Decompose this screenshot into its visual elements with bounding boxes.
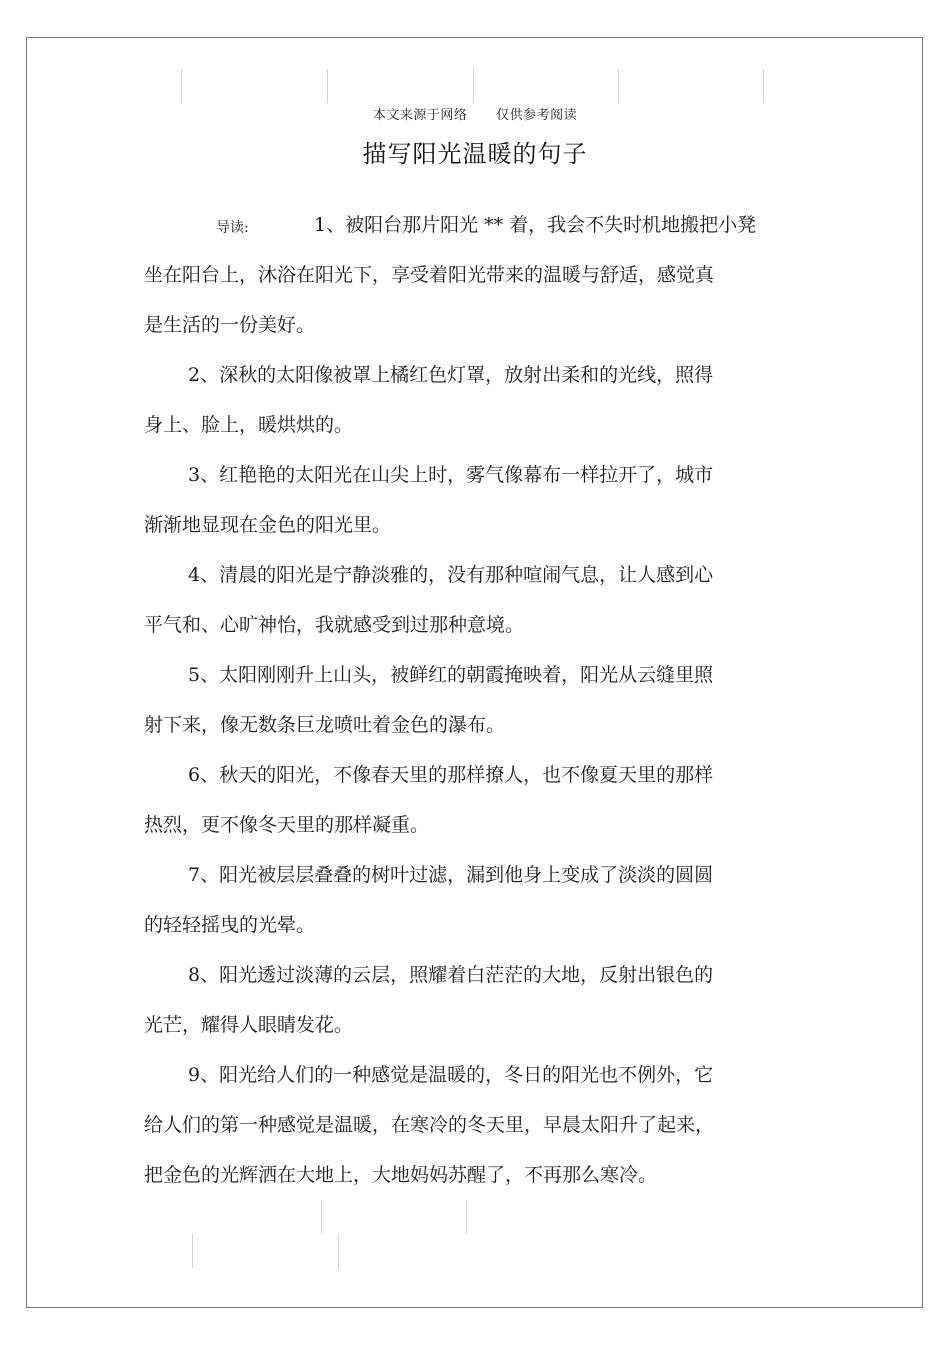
text-line: 5、太阳刚刚升上山头，被鲜红的朝霞掩映着，阳光从云缝里照 <box>188 664 714 686</box>
intro-label: 导读: <box>216 220 249 236</box>
text-line: 坐在阳台上，沐浴在阳光下，享受着阳光带来的温暖与舒适，感觉真 <box>144 264 715 286</box>
scan-tick-mark <box>321 1200 322 1234</box>
text-line: 1、被阳台那片阳光 ** 着，我会不失时机地搬把小凳 <box>314 214 757 236</box>
scan-tick-mark <box>181 69 182 103</box>
scan-tick-mark <box>618 69 619 103</box>
text-line: 平气和、心旷神怡，我就感受到过那种意境。 <box>144 614 525 636</box>
text-line: 渐渐地显现在金色的阳光里。 <box>144 514 392 536</box>
text-line: 4、清晨的阳光是宁静淡雅的，没有那种喧闹气息，让人感到心 <box>188 564 714 586</box>
text-line: 6、秋天的阳光，不像春天里的那样撩人，也不像夏天里的那样 <box>188 764 714 786</box>
text-line: 的轻轻摇曳的光晕。 <box>144 914 316 936</box>
text-line: 7、阳光被层层叠叠的树叶过滤，漏到他身上变成了淡淡的圆圆 <box>188 864 714 886</box>
text-line: 把金色的光辉洒在大地上，大地妈妈苏醒了，不再那么寒冷。 <box>144 1164 658 1186</box>
source-note: 本文来源于网络 <box>372 108 468 123</box>
text-line: 是生活的一份美好。 <box>144 314 316 336</box>
text-line: 2、深秋的太阳像被罩上橘红色灯罩，放射出柔和的光线，照得 <box>188 364 714 386</box>
text-line: 射下来，像无数条巨龙喷吐着金色的瀑布。 <box>144 714 506 736</box>
text-line: 光芒，耀得人眼睛发花。 <box>144 1014 354 1036</box>
scan-tick-mark <box>473 69 474 103</box>
scan-tick-mark <box>327 69 328 103</box>
text-line: 身上、脸上，暖烘烘的。 <box>144 414 354 436</box>
text-line: 3、红艳艳的太阳光在山尖上时，雾气像幕布一样拉开了，城市 <box>188 464 714 486</box>
text-line: 给人们的第一种感觉是温暖，在寒冷的冬天里，早晨太阳升了起来， <box>144 1114 715 1136</box>
text-line: 9、阳光给人们的一种感觉是温暖的，冬日的阳光也不例外，它 <box>188 1064 714 1086</box>
text-line: 热烈，更不像冬天里的那样凝重。 <box>144 814 430 836</box>
header-note <box>0 104 950 123</box>
scan-tick-mark <box>466 1200 467 1234</box>
scan-tick-mark <box>763 69 764 103</box>
read-note: 仅供参考阅读 <box>496 108 578 123</box>
scan-tick-mark <box>338 1234 339 1268</box>
text-line: 8、阳光透过淡薄的云层，照耀着白茫茫的大地，反射出银色的 <box>188 964 714 986</box>
page-title: 描写阳光温暖的句子 <box>362 140 588 168</box>
scan-tick-mark <box>192 1234 193 1268</box>
